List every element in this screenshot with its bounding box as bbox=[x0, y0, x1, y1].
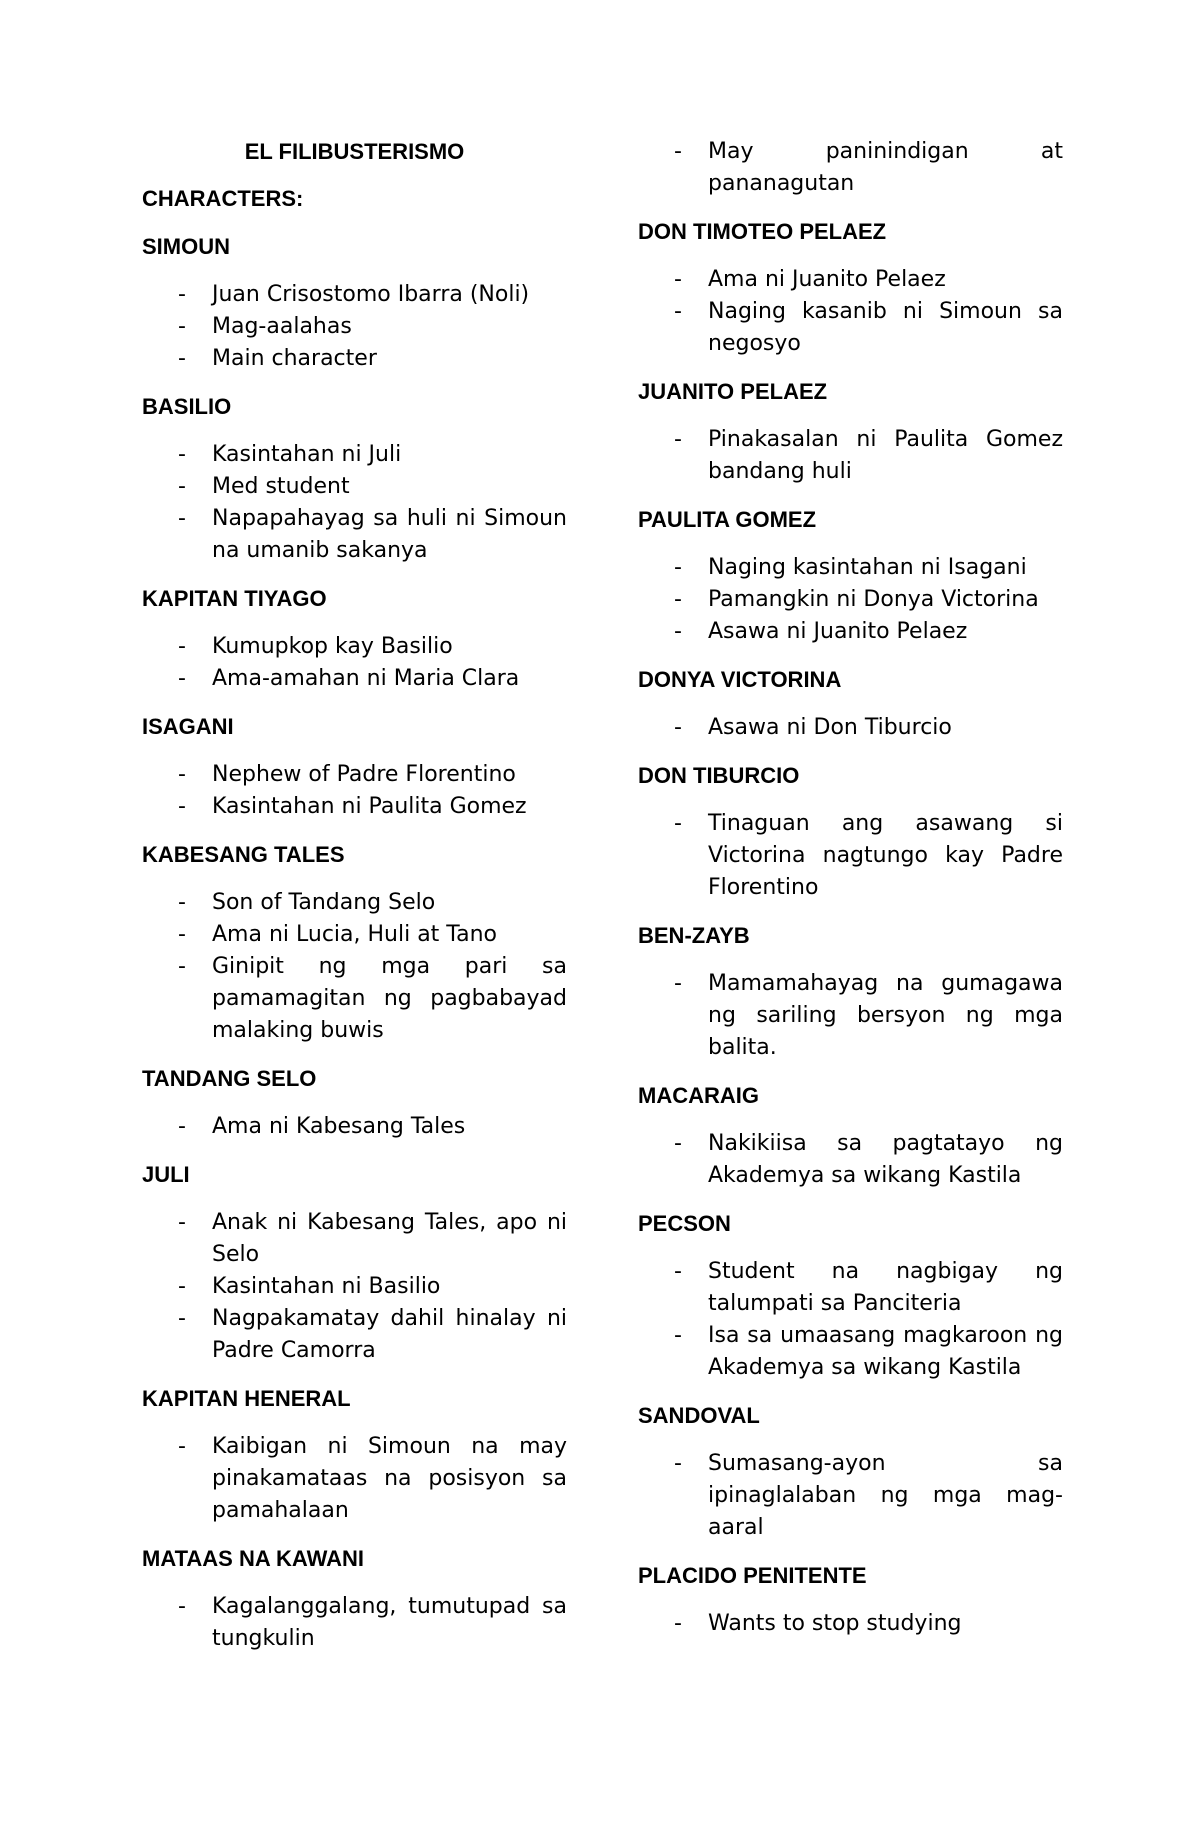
left-column bbox=[142, 136, 567, 1671]
character-details-list bbox=[142, 1207, 567, 1367]
list-item: - Ama ni Juanito Pelaez bbox=[638, 264, 1063, 296]
character-details-list bbox=[638, 264, 1063, 360]
list-item: - Ama ni Lucia, Huli at Tano bbox=[142, 919, 567, 951]
character-name-paulita-gomez: PAULITA GOMEZ bbox=[638, 507, 817, 532]
list-item: - Main character bbox=[142, 343, 567, 375]
character-details-list bbox=[638, 968, 1063, 1064]
list-item: - Kasintahan ni Basilio bbox=[142, 1271, 567, 1303]
list-item: - Ginipit ng mga pari sa pamamagitan ng pagbabayad malaking buwis bbox=[142, 951, 567, 1047]
character-name-pecson: PECSON bbox=[638, 1211, 731, 1236]
list-item: - Tinaguan ang asawang si Victorina nagtungo kay Padre Florentino bbox=[638, 808, 1063, 904]
character-details-list bbox=[638, 552, 1063, 648]
character-name-juli: JULI bbox=[142, 1162, 190, 1187]
list-item: - Wants to stop studying bbox=[638, 1608, 1063, 1640]
character-details-list bbox=[638, 424, 1063, 488]
list-item: - Asawa ni Juanito Pelaez bbox=[638, 616, 1063, 648]
list-item: - Anak ni Kabesang Tales, apo ni Selo bbox=[142, 1207, 567, 1271]
character-name-simoun: SIMOUN bbox=[142, 234, 230, 259]
character-name-isagani: ISAGANI bbox=[142, 714, 234, 739]
character-name-sandoval: SANDOVAL bbox=[638, 1403, 760, 1428]
list-item: - Kaibigan ni Simoun na may pinakamataas na posisyon sa pamahalaan bbox=[142, 1431, 567, 1527]
character-details-list bbox=[638, 1448, 1063, 1544]
list-item: - Nakikiisa sa pagtatayo ng Akademya sa wikang Kastila bbox=[638, 1128, 1063, 1192]
character-name-tandang-selo: TANDANG SELO bbox=[142, 1066, 317, 1091]
character-details-list bbox=[638, 808, 1063, 904]
character-details-list bbox=[142, 279, 567, 375]
character-name-don-tiburcio: DON TIBURCIO bbox=[638, 763, 800, 788]
list-item: - Kagalanggalang, tumutupad sa tungkulin bbox=[142, 1591, 567, 1655]
list-item: - Mag-aalahas bbox=[142, 311, 567, 343]
list-item: - Mamamahayag na gumagawa ng sariling bersyon ng mga balita. bbox=[638, 968, 1063, 1064]
list-item: - Ama ni Kabesang Tales bbox=[142, 1111, 567, 1143]
list-item: - Ama-amahan ni Maria Clara bbox=[142, 663, 567, 695]
character-name-placido-penitente: PLACIDO PENITENTE bbox=[638, 1563, 867, 1588]
character-details-list bbox=[142, 1111, 567, 1143]
list-item: - Naging kasanib ni Simoun sa negosyo bbox=[638, 296, 1063, 360]
character-details-list bbox=[142, 759, 567, 823]
character-name-don-timoteo-pelaez: DON TIMOTEO PELAEZ bbox=[638, 219, 887, 244]
character-name-kabesang-tales: KABESANG TALES bbox=[142, 842, 345, 867]
character-name-ben-zayb: BEN-ZAYB bbox=[638, 923, 750, 948]
right-column bbox=[638, 136, 1063, 1656]
character-details-list bbox=[142, 1591, 567, 1655]
section-heading-characters: CHARACTERS: bbox=[142, 186, 304, 211]
list-item: - Son of Tandang Selo bbox=[142, 887, 567, 919]
list-item: - Med student bbox=[142, 471, 567, 503]
list-item: - Napapahayag sa huli ni Simoun na umanib sakanya bbox=[142, 503, 567, 567]
document-title: EL FILIBUSTERISMO bbox=[244, 139, 465, 164]
character-name-kapitan-heneral: KAPITAN HENERAL bbox=[142, 1386, 351, 1411]
list-item: - Kasintahan ni Paulita Gomez bbox=[142, 791, 567, 823]
list-item: - May paninindigan at pananagutan bbox=[638, 136, 1063, 200]
character-details-list bbox=[142, 631, 567, 695]
character-details-list bbox=[638, 712, 1063, 744]
list-item: - Isa sa umaasang magkaroon ng Akademya sa wikang Kastila bbox=[638, 1320, 1063, 1384]
list-item: - Pinakasalan ni Paulita Gomez bandang huli bbox=[638, 424, 1063, 488]
character-name-macaraig: MACARAIG bbox=[638, 1083, 759, 1108]
character-details-list bbox=[638, 1256, 1063, 1384]
list-item: - Asawa ni Don Tiburcio bbox=[638, 712, 1063, 744]
character-details-list bbox=[142, 887, 567, 1047]
list-item: - Kumupkop kay Basilio bbox=[142, 631, 567, 663]
list-item: - Kasintahan ni Juli bbox=[142, 439, 567, 471]
character-name-basilio: BASILIO bbox=[142, 394, 232, 419]
character-details-list bbox=[638, 1128, 1063, 1192]
list-item: - Sumasang-ayon sa ipinaglalaban ng mga mag-aaral bbox=[638, 1448, 1063, 1544]
list-item: - Nephew of Padre Florentino bbox=[142, 759, 567, 791]
list-item: - Student na nagbigay ng talumpati sa Panciteria bbox=[638, 1256, 1063, 1320]
character-name-mataas-na-kawani: MATAAS NA KAWANI bbox=[142, 1546, 365, 1571]
character-name-donya-victorina: DONYA VICTORINA bbox=[638, 667, 842, 692]
character-details-list bbox=[142, 1431, 567, 1527]
list-item: - Naging kasintahan ni Isagani bbox=[638, 552, 1063, 584]
character-name-kapitan-tiyago: KAPITAN TIYAGO bbox=[142, 586, 327, 611]
list-item: - Juan Crisostomo Ibarra (Noli) bbox=[142, 279, 567, 311]
character-details-list bbox=[638, 136, 1063, 200]
character-name-juanito-pelaez: JUANITO PELAEZ bbox=[638, 379, 828, 404]
list-item: - Pamangkin ni Donya Victorina bbox=[638, 584, 1063, 616]
character-details-list bbox=[142, 439, 567, 567]
character-details-list bbox=[638, 1608, 1063, 1640]
list-item: - Nagpakamatay dahil hinalay ni Padre Camorra bbox=[142, 1303, 567, 1367]
